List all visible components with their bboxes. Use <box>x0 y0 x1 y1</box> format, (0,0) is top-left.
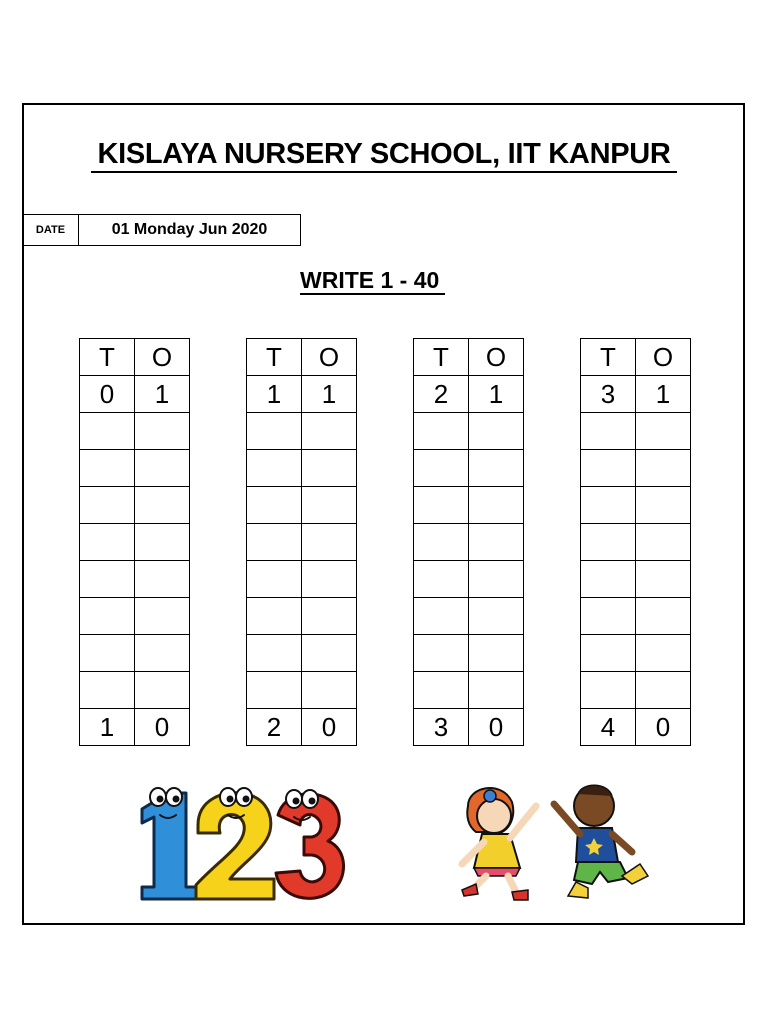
table-row <box>581 561 691 598</box>
ones-blank-cell <box>636 635 691 672</box>
ones-blank-cell <box>302 413 357 450</box>
tens-ones-table-4 <box>580 338 691 746</box>
ones-first-number-cell: 1 <box>469 376 524 413</box>
ones-blank-cell <box>469 413 524 450</box>
tens-header-cell: T <box>80 339 135 376</box>
table-row <box>581 413 691 450</box>
table-row <box>414 339 524 376</box>
ones-blank-cell <box>636 672 691 709</box>
table-row <box>414 376 524 413</box>
ones-blank-cell <box>302 598 357 635</box>
table-row <box>581 672 691 709</box>
ones-blank-cell <box>135 524 190 561</box>
table-row <box>581 709 691 746</box>
tens-last-number-cell: 4 <box>581 709 636 746</box>
table-row <box>414 561 524 598</box>
tens-blank-cell <box>581 413 636 450</box>
ones-blank-cell <box>469 635 524 672</box>
ones-blank-cell <box>302 672 357 709</box>
table-row <box>80 524 190 561</box>
table-row <box>80 561 190 598</box>
ones-first-number-cell: 1 <box>302 376 357 413</box>
ones-blank-cell <box>135 598 190 635</box>
tens-last-number-cell: 2 <box>247 709 302 746</box>
tens-blank-cell <box>80 450 135 487</box>
ones-blank-cell <box>302 524 357 561</box>
table-row <box>581 450 691 487</box>
table-row <box>581 524 691 561</box>
table-row <box>414 524 524 561</box>
ones-blank-cell <box>135 413 190 450</box>
table-row <box>80 709 190 746</box>
tens-ones-table-2 <box>246 338 357 746</box>
tens-blank-cell <box>247 524 302 561</box>
ones-blank-cell <box>469 598 524 635</box>
ones-blank-cell <box>302 487 357 524</box>
table-row <box>80 635 190 672</box>
ones-blank-cell <box>135 487 190 524</box>
table-row <box>247 339 357 376</box>
tens-blank-cell <box>414 524 469 561</box>
tens-blank-cell <box>414 672 469 709</box>
tens-first-number-cell: 3 <box>581 376 636 413</box>
ones-blank-cell <box>469 561 524 598</box>
table-row <box>247 635 357 672</box>
ones-header-cell: O <box>135 339 190 376</box>
tens-blank-cell <box>80 413 135 450</box>
table-row <box>247 561 357 598</box>
tens-blank-cell <box>247 635 302 672</box>
numbers-123-illustration <box>128 775 348 905</box>
tens-blank-cell <box>581 487 636 524</box>
tens-blank-cell <box>80 598 135 635</box>
school-title: KISLAYA NURSERY SCHOOL, IIT KANPUR <box>0 138 768 171</box>
table-row <box>247 487 357 524</box>
table-row <box>247 709 357 746</box>
table-row <box>414 635 524 672</box>
tens-blank-cell <box>247 561 302 598</box>
table-row <box>414 413 524 450</box>
table-row <box>80 339 190 376</box>
ones-last-number-cell: 0 <box>135 709 190 746</box>
tens-blank-cell <box>414 598 469 635</box>
ones-blank-cell <box>469 672 524 709</box>
table-row <box>80 413 190 450</box>
ones-header-cell: O <box>636 339 691 376</box>
table-row <box>581 598 691 635</box>
tens-header-cell: T <box>247 339 302 376</box>
ones-first-number-cell: 1 <box>135 376 190 413</box>
table-row <box>414 709 524 746</box>
tens-blank-cell <box>414 487 469 524</box>
tens-last-number-cell: 1 <box>80 709 135 746</box>
table-row <box>247 413 357 450</box>
tens-blank-cell <box>247 487 302 524</box>
ones-blank-cell <box>636 598 691 635</box>
ones-blank-cell <box>302 635 357 672</box>
table-row <box>414 450 524 487</box>
tens-blank-cell <box>247 598 302 635</box>
task-heading: WRITE 1 - 40 <box>300 267 445 294</box>
tens-first-number-cell: 1 <box>247 376 302 413</box>
ones-last-number-cell: 0 <box>636 709 691 746</box>
tens-blank-cell <box>247 413 302 450</box>
tens-blank-cell <box>80 561 135 598</box>
ones-blank-cell <box>636 487 691 524</box>
tens-first-number-cell: 2 <box>414 376 469 413</box>
ones-blank-cell <box>302 561 357 598</box>
tens-blank-cell <box>80 524 135 561</box>
tens-header-cell: T <box>414 339 469 376</box>
ones-header-cell: O <box>302 339 357 376</box>
table-row <box>247 598 357 635</box>
tens-blank-cell <box>80 487 135 524</box>
ones-blank-cell <box>636 561 691 598</box>
table-row <box>80 598 190 635</box>
table-row <box>581 376 691 413</box>
ones-blank-cell <box>636 450 691 487</box>
table-row <box>414 598 524 635</box>
table-row <box>414 487 524 524</box>
tens-blank-cell <box>247 672 302 709</box>
tens-ones-table-3 <box>413 338 524 746</box>
ones-blank-cell <box>135 635 190 672</box>
table-row <box>80 376 190 413</box>
date-label: DATE <box>23 215 79 245</box>
ones-last-number-cell: 0 <box>302 709 357 746</box>
table-row <box>80 672 190 709</box>
tens-blank-cell <box>247 450 302 487</box>
ones-blank-cell <box>135 672 190 709</box>
tens-blank-cell <box>80 672 135 709</box>
tens-blank-cell <box>581 561 636 598</box>
tens-blank-cell <box>414 635 469 672</box>
ones-blank-cell <box>469 487 524 524</box>
table-row <box>80 487 190 524</box>
date-value: 01 Monday Jun 2020 <box>111 221 268 238</box>
tens-last-number-cell: 3 <box>414 709 469 746</box>
tens-blank-cell <box>581 598 636 635</box>
ones-header-cell: O <box>469 339 524 376</box>
table-row <box>581 487 691 524</box>
kids-high-five-illustration <box>432 772 668 906</box>
table-row <box>414 672 524 709</box>
ones-blank-cell <box>636 413 691 450</box>
tens-ones-table-1 <box>79 338 190 746</box>
ones-first-number-cell: 1 <box>636 376 691 413</box>
table-row <box>247 450 357 487</box>
ones-blank-cell <box>636 524 691 561</box>
tens-first-number-cell: 0 <box>80 376 135 413</box>
ones-last-number-cell: 0 <box>469 709 524 746</box>
table-row <box>247 524 357 561</box>
table-row <box>581 635 691 672</box>
ones-blank-cell <box>302 450 357 487</box>
tens-blank-cell <box>80 635 135 672</box>
ones-blank-cell <box>469 450 524 487</box>
table-row <box>247 376 357 413</box>
tens-header-cell: T <box>581 339 636 376</box>
tens-blank-cell <box>414 450 469 487</box>
date-box <box>23 214 301 246</box>
tens-blank-cell <box>581 524 636 561</box>
tens-blank-cell <box>414 561 469 598</box>
table-row <box>581 339 691 376</box>
tens-blank-cell <box>581 450 636 487</box>
table-row <box>247 672 357 709</box>
ones-blank-cell <box>135 561 190 598</box>
ones-blank-cell <box>469 524 524 561</box>
tens-blank-cell <box>581 672 636 709</box>
tens-blank-cell <box>581 635 636 672</box>
table-row <box>80 450 190 487</box>
ones-blank-cell <box>135 450 190 487</box>
tens-blank-cell <box>414 413 469 450</box>
